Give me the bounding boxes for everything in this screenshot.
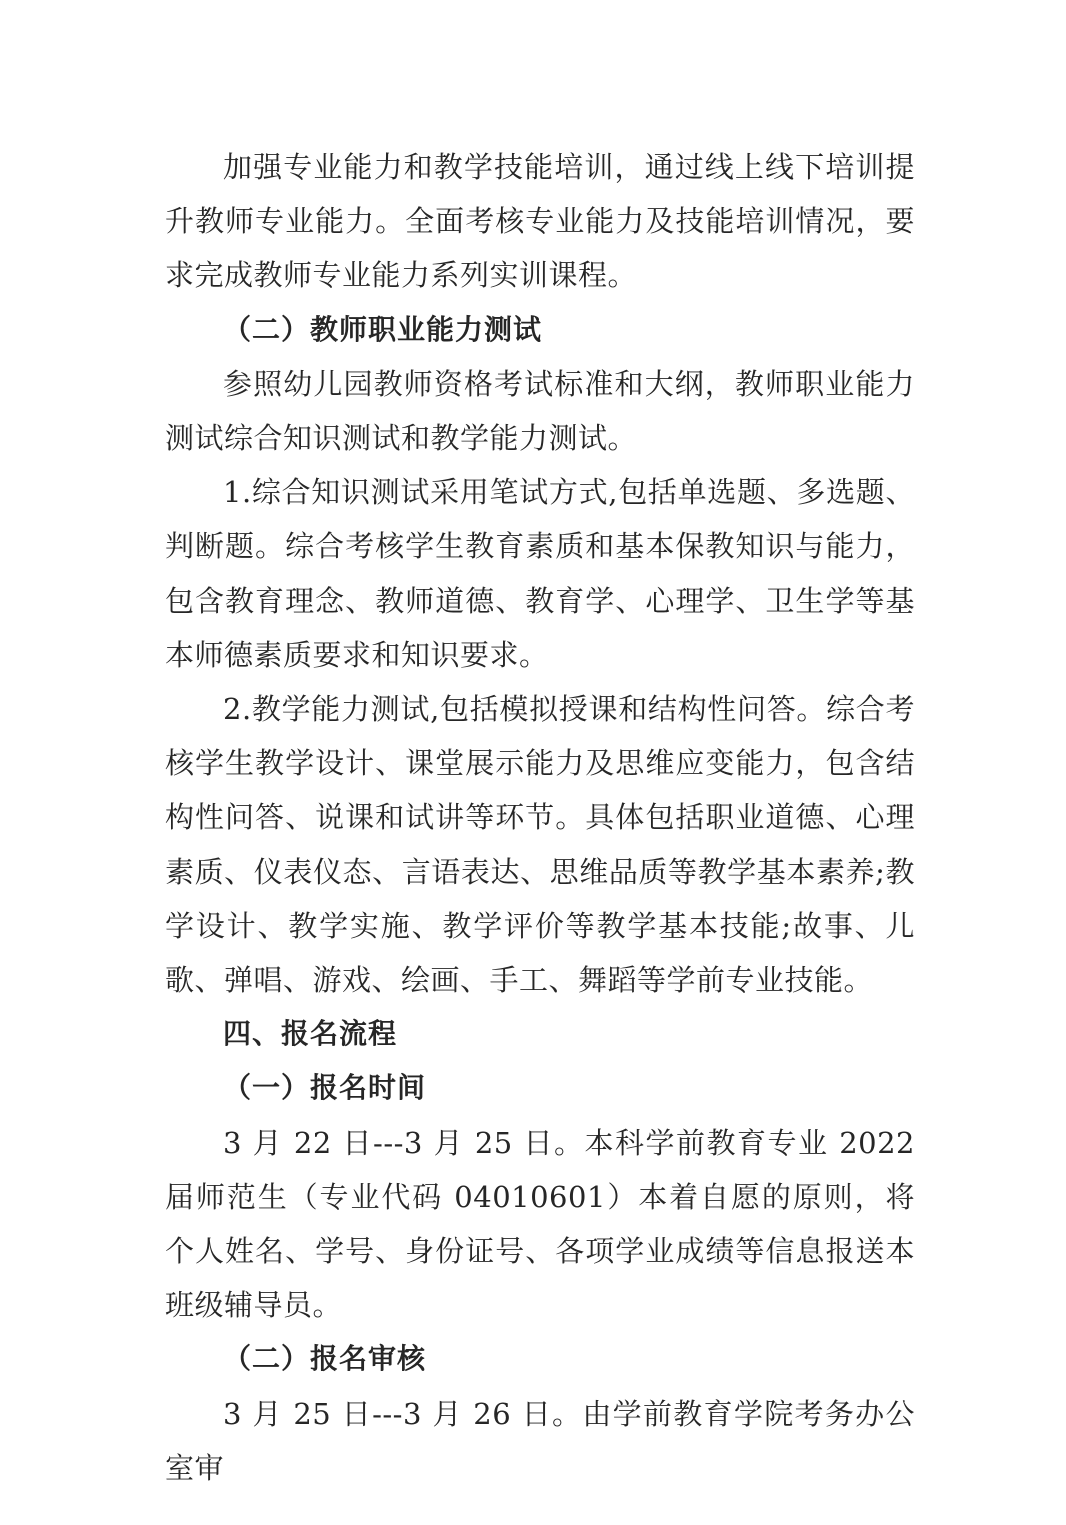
document-page [165,140,915,1495]
subheading-teacher-ability-test: （二）教师职业能力测试 [223,312,543,346]
subheading-registration-time: （一）报名时间 [223,1071,427,1105]
section-heading-registration: 四、报名流程 [223,1017,398,1051]
subheading-registration-review: （二）报名审核 [223,1342,427,1376]
paragraph-registration-review: 3 月 25 日---3 月 26 日。由学前教育学院考务办公室审 [165,1396,915,1485]
paragraph-knowledge-test: 1.综合知识测试采用笔试方式,包括单选题、多选题、判断题。综合考核学生教育素质和基本保教知识与能力，包含教育理念、教师道德、教育学、心理学、卫生学等基本师德素质要求和知识要求。 [165,475,915,672]
paragraph-teaching-test: 2.教学能力测试,包括模拟授课和结构性问答。综合考核学生教学设计、课堂展示能力及思维应变能力，包含结构性问答、说课和试讲等环节。具体包括职业道德、心理素质、仪表仪态、言语表达、思维品质等教学基本素养;教学设计、教学实施、教学评价等教学基本技能;故事、儿歌、弹唱、游戏、绘画、手工、舞蹈等学前专业技能。 [165,692,915,998]
paragraph-test-overview: 参照幼儿园教师资格考试标准和大纲，教师职业能力测试综合知识测试和教学能力测试。 [165,366,915,456]
paragraph-registration-time: 3 月 22 日---3 月 25 日。本科学前教育专业 2022 届师范生（专业代码 04010601）本着自愿的原则，将个人姓名、学号、身份证号、各项学业成绩等信息报送本班级辅导员。 [165,1125,915,1323]
paragraph-training: 加强专业能力和教学技能培训，通过线上线下培训提升教师专业能力。全面考核专业能力及技能培训情况，要求完成教师专业能力系列实训课程。 [165,150,915,293]
